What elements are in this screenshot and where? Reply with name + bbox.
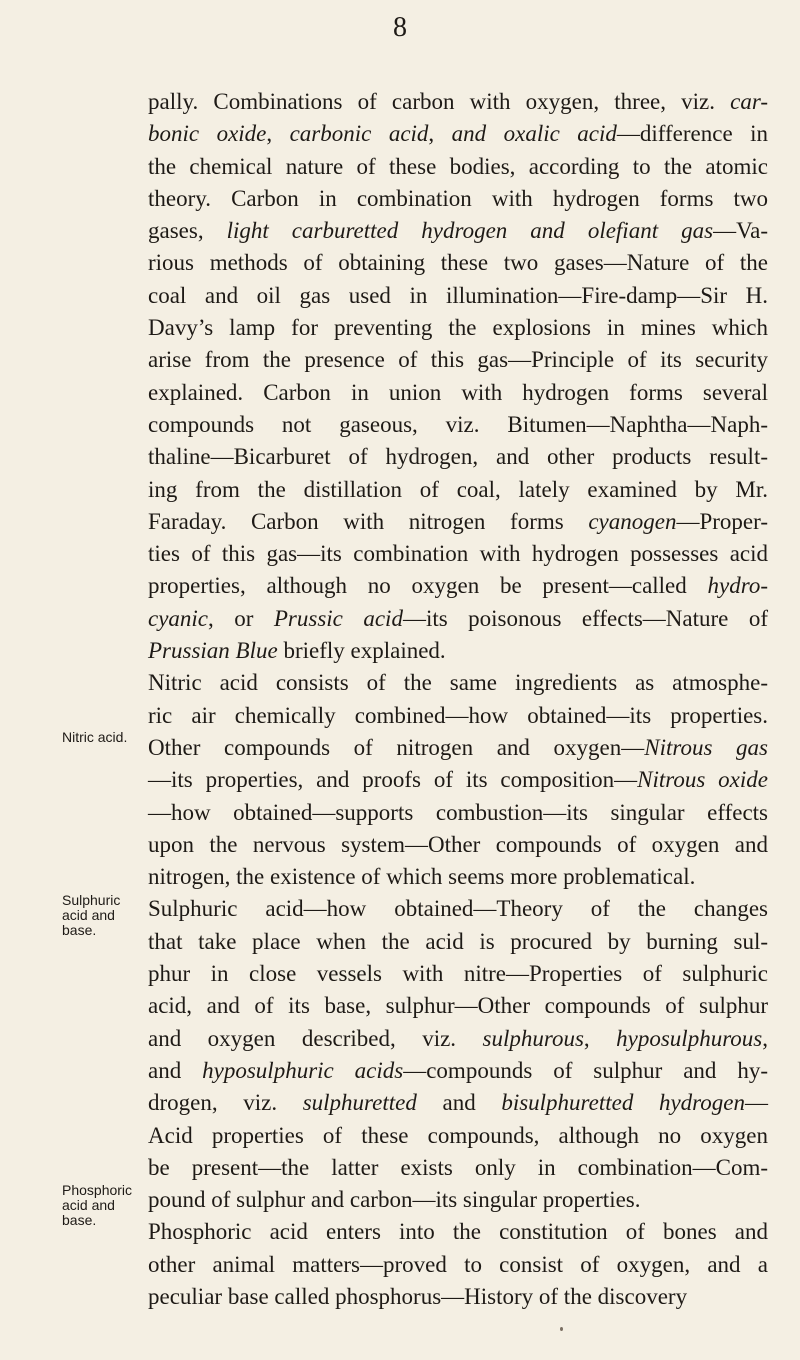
text-line: [148, 1152, 768, 1184]
text-run: phur in close vessels with nitre—Properties of sulphuric: [148, 961, 768, 987]
margin-note-phosphoric-acid: [62, 1183, 132, 1228]
text-run: drogen, viz.: [148, 1090, 303, 1116]
text-run: ric air chemically combined—how obtained—its properties.: [148, 702, 768, 728]
text-line: [148, 1216, 768, 1248]
text-line: [148, 926, 768, 958]
text-run: and oxygen described, viz.: [148, 1025, 483, 1051]
page-number: 8: [393, 12, 407, 43]
text-line: [148, 1249, 768, 1281]
text-line: [148, 183, 768, 215]
text-line: [148, 1087, 768, 1119]
text-line: [148, 861, 768, 893]
text-line: [148, 1281, 768, 1313]
text-run: upon the nervous system—Other compounds of oxygen and: [148, 831, 768, 857]
italic-term: and: [451, 121, 487, 147]
italic-term: cyanic: [148, 605, 209, 631]
text-line: [148, 958, 768, 990]
italic-term: cyanogen: [588, 508, 677, 534]
text-run: the chemical nature of these bodies, according to the atomic: [148, 153, 768, 179]
italic-term: hyposulphurous: [616, 1025, 763, 1051]
italic-term: car-: [730, 89, 768, 114]
text-run: arise from the presence of this gas—Principle of its security: [148, 347, 768, 373]
italic-term: bonic oxide: [148, 121, 267, 147]
italic-term: bisulphuretted hydrogen: [501, 1090, 745, 1116]
text-run: briefly explained.: [277, 638, 446, 664]
italic-term: light carburetted hydrogen and olefiant gas: [226, 218, 714, 244]
text-run: Sulphuric acid—how obtained—Theory of the changes: [148, 896, 768, 922]
margin-note-line: Phosphoric: [62, 1182, 133, 1198]
text-run: pound of sulphur and carbon—its singular properties.: [148, 1187, 641, 1213]
italic-term: hyposulphuric acids: [202, 1057, 404, 1083]
margin-note-line: base.: [62, 1212, 97, 1228]
text-run: —its properties, and proofs of its composition—: [148, 767, 638, 793]
text-run: Other compounds of nitrogen and oxygen—: [148, 734, 645, 760]
body-text: [148, 86, 768, 1313]
text-run: ing from the distillation of coal, lately examined by Mr.: [148, 476, 768, 502]
text-line: [148, 280, 768, 312]
text-line: [148, 700, 768, 732]
text-line: [148, 732, 768, 764]
italic-term: oxalic acid: [503, 121, 617, 147]
paper-speck: [560, 1327, 563, 1331]
text-line: [148, 441, 768, 473]
text-line: [148, 377, 768, 409]
text-run: —how obtained—supports combustion—its singular effects: [148, 799, 768, 825]
text-run: pally. Combinations of carbon with oxygen, three, viz.: [148, 89, 731, 114]
text-run: ,: [762, 1025, 768, 1051]
text-run: that take place when the acid is procured by burning sul-: [148, 928, 768, 954]
text-run: Acid properties of these compounds, although no oxygen: [148, 1122, 768, 1148]
italic-term: Nitrous oxide: [637, 767, 768, 793]
text-run: compounds not gaseous, viz. Bitumen—Naphtha—Naph-: [148, 411, 768, 437]
italic-term: Nitrous gas: [644, 734, 768, 760]
text-run: , or: [208, 605, 274, 631]
text-line: [148, 247, 768, 279]
text-run: [486, 121, 503, 146]
text-run: —difference in: [616, 121, 769, 147]
text-line: [148, 829, 768, 861]
text-line: [148, 538, 768, 570]
text-line: [148, 603, 768, 635]
margin-note-nitric-acid: [62, 730, 127, 745]
italic-term: Prussic acid: [273, 605, 403, 631]
italic-term: sulphurous: [482, 1025, 584, 1051]
margin-note-line: acid and: [62, 907, 115, 923]
text-run: other animal matters—proved to consist of oxygen, and a: [148, 1251, 768, 1277]
text-line: [148, 312, 768, 344]
text-line: [148, 797, 768, 829]
text-run: gases,: [148, 218, 227, 244]
margin-note-sulphuric-acid: [62, 893, 120, 938]
text-line: [148, 1023, 768, 1055]
text-run: —Va-: [713, 218, 768, 244]
text-run: and: [148, 1057, 203, 1083]
margin-note-line: acid and: [62, 1197, 115, 1213]
margin-note-line: Sulphuric: [62, 892, 121, 908]
text-run: thaline—Bicarburet of hydrogen, and other products result-: [148, 444, 768, 470]
italic-term: sulphuretted: [302, 1090, 417, 1116]
text-run: nitrogen, the existence of which seems more problematical.: [148, 864, 696, 890]
text-line: [148, 118, 768, 150]
text-run: Nitric acid consists of the same ingredients as atmosphe-: [148, 670, 768, 696]
text-run: ,: [583, 1025, 617, 1051]
italic-term: carbonic acid: [289, 121, 429, 147]
text-run: —compounds of sulphur and hy-: [403, 1057, 768, 1083]
text-run: ,: [428, 121, 452, 147]
italic-term: Prussian Blue: [148, 638, 278, 664]
text-line: [148, 990, 768, 1022]
text-run: Phosphoric acid enters into the constitution of bones and: [148, 1219, 768, 1245]
text-run: rious methods of obtaining these two gases—Nature of the: [148, 250, 768, 276]
text-line: [148, 635, 768, 667]
text-line: [148, 215, 768, 247]
text-run: acid, and of its base, sulphur—Other compounds of sulphur: [148, 993, 768, 1019]
text-run: Davy’s lamp for preventing the explosions in mines which: [148, 315, 768, 341]
text-line: [148, 764, 768, 796]
text-run: coal and oil gas used in illumination—Fire-damp—Sir H.: [148, 282, 768, 308]
text-line: [148, 151, 768, 183]
text-run: ties of this gas—its combination with hydrogen possesses acid: [148, 541, 768, 567]
text-line: [148, 1120, 768, 1152]
text-line: [148, 1055, 768, 1087]
text-run: ,: [266, 121, 290, 147]
text-line: [148, 570, 768, 602]
text-run: —its poisonous effects—Nature of: [402, 605, 768, 631]
margin-note-line: base.: [62, 922, 97, 938]
text-line: [148, 344, 768, 376]
text-line: [148, 474, 768, 506]
italic-term: hydro-: [707, 573, 768, 599]
text-run: peculiar base called phosphorus—History of the discovery: [148, 1283, 688, 1309]
text-run: Faraday. Carbon with nitrogen forms: [148, 508, 589, 534]
text-run: —: [745, 1090, 768, 1116]
text-line: [148, 1184, 768, 1216]
text-line: [148, 667, 768, 699]
text-run: explained. Carbon in union with hydrogen forms several: [148, 379, 768, 405]
text-run: —Proper-: [676, 508, 768, 534]
text-line: [148, 893, 768, 925]
text-line: [148, 409, 768, 441]
text-run: theory. Carbon in combination with hydrogen forms two: [148, 185, 768, 211]
text-line: [148, 86, 768, 118]
text-run: and: [416, 1090, 502, 1116]
text-run: properties, although no oxygen be present—called: [148, 573, 708, 599]
margin-note-line: Nitric acid.: [62, 729, 128, 745]
text-line: [148, 506, 768, 538]
text-run: be present—the latter exists only in combination—Com-: [148, 1154, 768, 1180]
